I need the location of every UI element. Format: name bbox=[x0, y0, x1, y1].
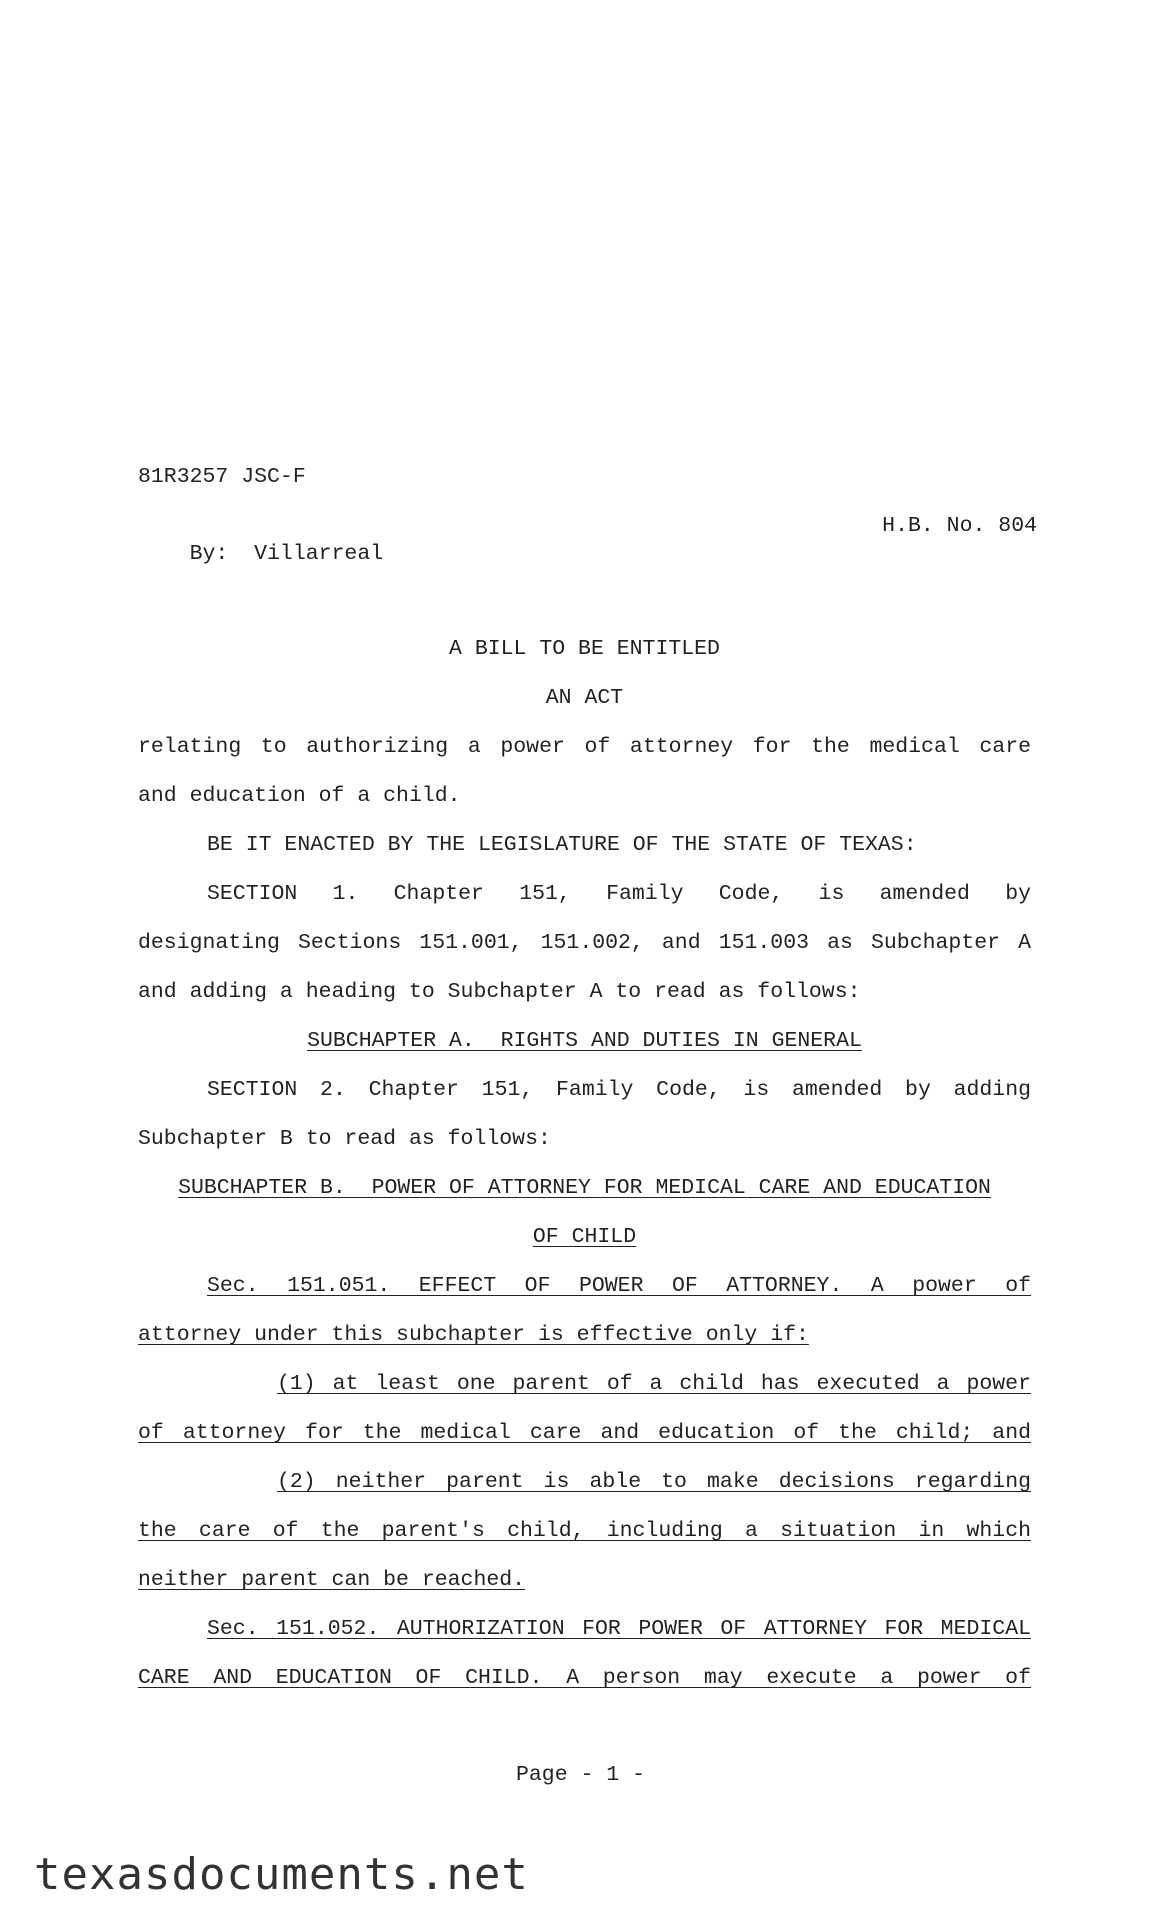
subchapter-a-heading bbox=[138, 1027, 1031, 1055]
section-1-line-3: and adding a heading to Subchapter A to read as follows: bbox=[138, 980, 861, 1004]
watermark: texasdocuments.net bbox=[34, 1849, 529, 1900]
sec-151-052-line-2: CARE AND EDUCATION OF CHILD. A person may execute a power of bbox=[138, 1666, 1031, 1690]
sec-151-051-line-2-text: attorney under this subchapter is effective only if: bbox=[138, 1323, 809, 1347]
sec-151-051-line-1: Sec. 151.051. EFFECT OF POWER OF ATTORNEY. A power of bbox=[207, 1274, 1031, 1298]
sec-151-052-line-1: Sec. 151.052. AUTHORIZATION FOR POWER OF ATTORNEY FOR MEDICAL bbox=[207, 1617, 1031, 1641]
subchapter-b-heading-line-2 bbox=[138, 1223, 1031, 1251]
subchapter-b-heading-text-1: SUBCHAPTER B. POWER OF ATTORNEY FOR MEDICAL CARE AND EDUCATION bbox=[178, 1176, 991, 1200]
sec-151-051-item-2-line-3 bbox=[138, 1566, 1031, 1594]
section-1-line-1: SECTION 1. Chapter 151, Family Code, is amended by bbox=[207, 882, 1031, 906]
bill-title: A BILL TO BE ENTITLED bbox=[449, 637, 720, 661]
bill-number: H.B. No. 804 bbox=[882, 514, 1037, 538]
subchapter-b-heading-text-2: OF CHILD bbox=[532, 1225, 637, 1249]
subchapter-a-heading-text: SUBCHAPTER A. RIGHTS AND DUTIES IN GENERAL bbox=[307, 1029, 862, 1053]
caption-line-2: and education of a child. bbox=[138, 784, 461, 808]
author: By: Villarreal bbox=[189, 542, 384, 566]
act-label: AN ACT bbox=[545, 686, 624, 710]
sec-151-051-item-2-line-2: the care of the parent's child, including a situation in which bbox=[138, 1519, 1031, 1543]
sec-151-051-item-1-line-2: of attorney for the medical care and education of the child; and bbox=[138, 1421, 1031, 1445]
page-number: Page - 1 - bbox=[515, 1763, 646, 1787]
sec-151-051-item-1-line-1: (1) at least one parent of a child has executed a power bbox=[277, 1372, 1031, 1396]
caption-line-1: relating to authorizing a power of attorney for the medical care bbox=[138, 735, 1031, 759]
sec-151-051-item-2-line-3-text: neither parent can be reached. bbox=[138, 1568, 526, 1592]
document-id: 81R3257 JSC-F bbox=[138, 465, 306, 489]
section-1-line-2: designating Sections 151.001, 151.002, and 151.003 as Subchapter A bbox=[138, 931, 1031, 955]
enacting-clause: BE IT ENACTED BY THE LEGISLATURE OF THE STATE OF TEXAS: bbox=[207, 833, 917, 857]
sec-151-051-line-2 bbox=[138, 1321, 1031, 1349]
section-2-line-2: Subchapter B to read as follows: bbox=[138, 1127, 551, 1151]
author-line bbox=[138, 512, 1037, 566]
subchapter-b-heading-line-1 bbox=[138, 1174, 1031, 1202]
section-2-line-1: SECTION 2. Chapter 151, Family Code, is amended by adding bbox=[207, 1078, 1031, 1102]
sec-151-051-item-2-line-1: (2) neither parent is able to make decisions regarding bbox=[277, 1470, 1031, 1494]
